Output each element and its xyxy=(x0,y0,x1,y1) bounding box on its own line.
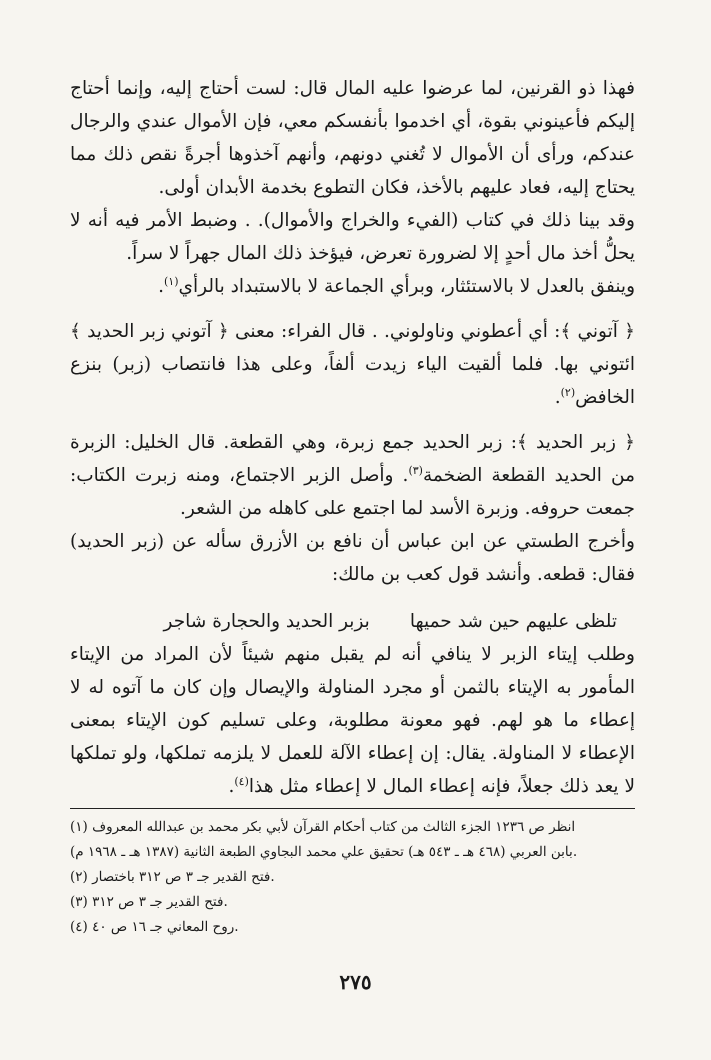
body-paragraph-4: ﴿ آتوني ﴾: أي أعطوني وناولوني. . قال الفراء: معنى ﴿ آتوني زبر الحديد ﴾ ائتوني بها. فلما ألقيت الياء زيدت ألفاً، وعلى هذا فانتصاب (زبر) بنزع الخافض$^{(٢)}$. xyxy=(70,321,635,408)
footnote-1-continued: بابن العربي (٤٦٨ هـ ـ ٥٤٣ هـ) تحقيق علي محمد البجاوي الطبعة الثانية (١٣٨٧ هـ ـ ١٩٦٨ م). xyxy=(70,844,578,860)
footnote-4: (٤) روح المعاني جـ ١٦ ص ٤٠. xyxy=(70,919,239,935)
paragraph-text: فهذا ذو القرنين، لما عرضوا عليه المال قال: لست أحتاج إليه، وإنما أحتاج إليكم فأعينوني بقوة، أي اخدموا بأنفسكم معي، فإن الأموال عندي والرجال عندكم، ورأى أن الأموال لا تُغني دونهم، وأنهم آخذوها أجرةً نقص ذلك مما يحتاج إليه، فعاد عليهم بالأخذ، فكان التطوع بخدمة الأبدان أولى. xyxy=(70,78,635,198)
body-paragraph-3: وينفق بالعدل لا بالاستئثار، وبرأي الجماعة لا بالاستبداد بالرأي$^{(١)}$. xyxy=(158,274,635,297)
footnote-2: (٢) فتح القدير جـ ٣ ص ٣١٢ باختصار. xyxy=(70,869,275,885)
body-paragraph-7 xyxy=(70,638,635,803)
footnote-1: (١) انظر ص ١٢٣٦ الجزء الثالث من كتاب أحكام القرآن لأبي بكر محمد بن عبدالله المعروف xyxy=(70,819,576,835)
footnote-ref-4: (٤) xyxy=(234,774,249,788)
footnotes-section xyxy=(70,808,635,940)
footnote-ref-1: (١) xyxy=(164,274,179,288)
verse-first-hemistich: تلظى عليهم حين شد حميها xyxy=(409,611,617,632)
footnote-3: (٣) فتح القدير جـ ٣ ص ٣١٢. xyxy=(70,894,228,910)
footnote-ref-2: (٢) xyxy=(560,385,576,399)
paragraph-text: وأخرج الطستي عن ابن عباس أن نافع بن الأزرق سأله عن (زبر الحديد) فقال: قطعه. وأنشد قول كعب بن مالك: xyxy=(70,531,635,585)
body-paragraph-1 xyxy=(70,72,635,204)
paragraph-text-continued: . وأصل الزبر الاجتماع، ومنه زبرت الكتاب: جمعت حروفه. وزبرة الأسد لما اجتمع على كاهله من الشعر. xyxy=(70,465,635,519)
paragraph-text: وينفق بالعدل لا بالاستئثار، وبرأي الجماعة لا بالاستبداد بالرأي xyxy=(178,276,635,297)
paragraph-end-mark: . xyxy=(228,776,235,797)
verse-second-hemistich: بزبر الحديد والحجارة شاجر xyxy=(163,611,370,632)
poetry-verse xyxy=(70,605,635,638)
paragraph-text: وطلب إيتاء الزبر لا ينافي أنه لم يقبل منهم شيئاً لأن المراد من الإيتاء المأمور به الإيتاء بالثمن أو مجرد المناولة والإيصال وإن كان ما آتوه له لا إعطاء ما هو لهم. فهو معونة مطلوبة، وعلى تسليم كون الإيتاء بمعنى الإعطاء لا المناولة. يقال: إن إعطاء الآلة للعمل لا يلزمه تملكها، ولو تملكها لا يعد ذلك جعلاً، فإنه إعطاء المال لا إعطاء مثل هذا xyxy=(70,644,635,797)
body-paragraph-5 xyxy=(70,426,635,525)
paragraph-text: وقد بينا ذلك في كتاب (الفيء والخراج والأموال). . وضبط الأمر فيه أنه لا يحلُّ أخذ مال أحدٍ إلا لضرورة تعرض، فيؤخذ ذلك المال جهراً لا سراً. xyxy=(70,210,635,264)
footnote-ref-3: (٣) xyxy=(408,463,423,477)
body-paragraph-2 xyxy=(70,204,635,270)
paragraph-text: ﴿ زبر الحديد ﴾: زبر الحديد جمع زبرة، وهي القطعة. قال الخليل: الزبرة من الحديد القطعة الضخمة xyxy=(70,432,636,486)
paragraph-text: ﴿ آتوني ﴾: أي أعطوني وناولوني. . قال الفراء: معنى ﴿ آتوني زبر الحديد ﴾ ائتوني بها. فلما ألقيت الياء زيدت ألفاً، وعلى هذا فانتصاب (زبر) بنزع الخافض xyxy=(70,321,635,408)
body-paragraph-6 xyxy=(70,525,635,591)
page-number: ٢٧٥ xyxy=(339,970,372,994)
